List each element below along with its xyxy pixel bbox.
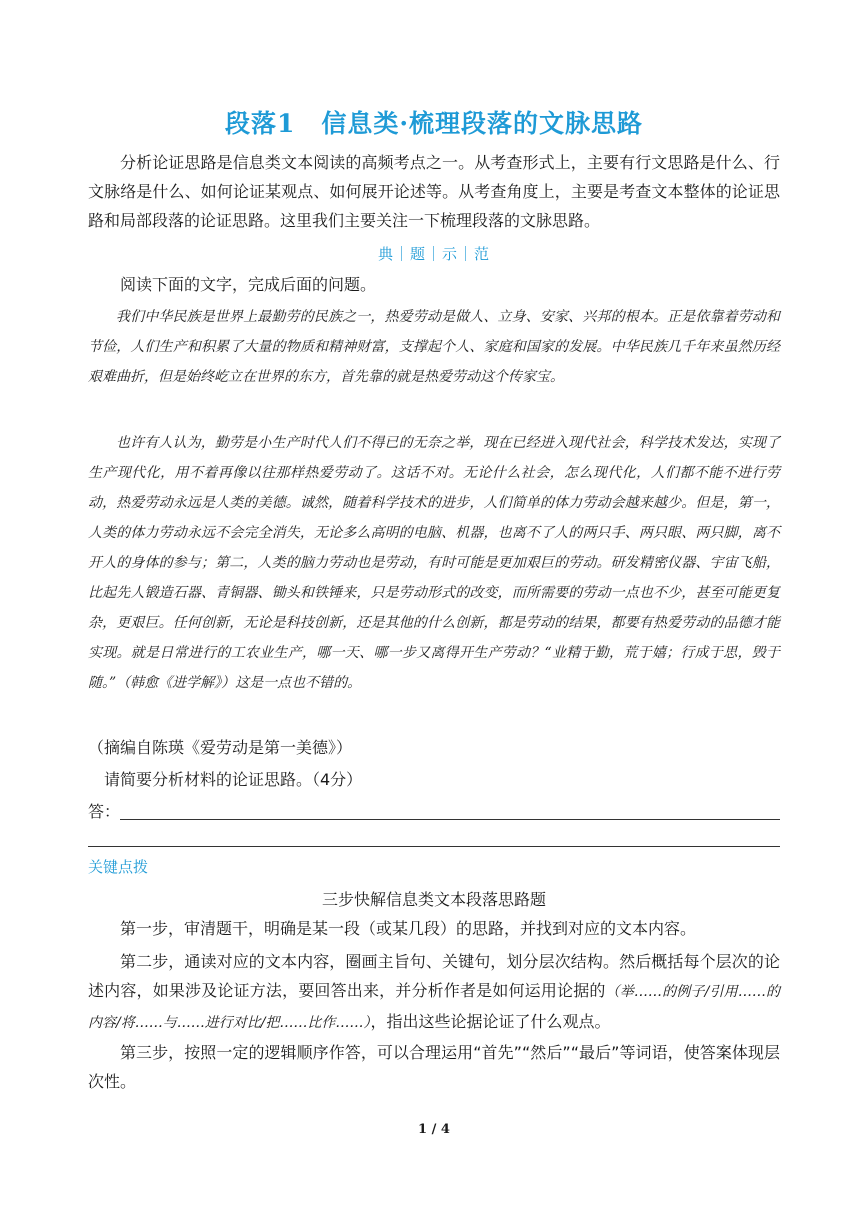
- key-tip-heading: 关键点拨: [88, 858, 149, 876]
- essay-paragraph-2: 也许有人认为，勤劳是小生产时代人们不得已的无奈之举，现在已经进入现代社会，科学技术发达，实现了生产现代化，用不着再像以往那样热爱劳动了。这话不对。无论什么社会，怎么现代化，人们都不能不进行劳动，热爱劳动永远是人类的美德。诚然，随着科学技术的进步，人们简单的体力劳动会越来越少。但是，第一，人类的体力劳动永远不会完全消失，无论多么高明的电脑、机器，也离不了人的两只手、两只眼、两只脚，离不开人的身体的参与；第二，人类的脑力劳动也是劳动，有时可能是更加艰巨的劳动。研发精密仪器、宇宙飞船，比起先人锻造石器、青铜器、锄头和铁锤来，只是劳动形式的改变，而所需要的劳动一点也不少，甚至可能更复杂，更艰巨。任何创新，无论是科技创新，还是其他的什么创新，都是劳动的结果，都要有热爱劳动的品德才能实现。就是日常进行的工农业生产，哪一天、哪一步又离得开生产劳动？“业精于勤，荒于嬉；行成于思，毁于随。”（韩愈《进学解》）这是一点也不错的。: [88, 435, 780, 691]
- answer-line-2[interactable]: [88, 846, 780, 847]
- step-2-text: 第二步，通读对应的文本内容，圈画主旨句、关键句，划分层次结构。然后概括每个层次的论述内容，如果涉及论证方法，要回答出来，并分析作者是如何运用论据的: [88, 952, 780, 1000]
- step-3: 第三步，按照一定的逻辑顺序作答，可以合理运用“首先”“然后”“最后”等词语，使答案体现层次性。: [88, 1043, 780, 1091]
- section-tag-example: 典｜题｜示｜范: [377, 245, 490, 263]
- page-title: 段落1 信息类·梳理段落的文脉思路: [224, 109, 644, 138]
- sub-title: 三步快解信息类文本段落思路题: [321, 890, 546, 909]
- answer-line[interactable]: [120, 819, 780, 820]
- question-text: 请简要分析材料的论证思路。（4分）: [104, 770, 363, 789]
- essay-paragraph-1: 我们中华民族是世界上最勤劳的民族之一，热爱劳动是做人、立身、安家、兴邦的根本。正是依靠着劳动和节俭，人们生产和积累了大量的物质和精神财富，支撑起个人、家庭和国家的发展。中华民族几千年来虽然历经艰难曲折，但是始终屹立在世界的东方，首先靠的就是热爱劳动这个传家宝。: [88, 309, 780, 385]
- answer-label: 答：: [88, 802, 121, 821]
- intro-paragraph: 分析论证思路是信息类文本阅读的高频考点之一。从考查形式上，主要有行文思路是什么、行文脉络是什么、如何论证某观点、如何展开论述等。从考查角度上，主要是考查文本整体的论证思路和局部段落的论证思路。这里我们主要关注一下梳理段落的文脉思路。: [88, 153, 780, 230]
- reading-instruction: 阅读下面的文字，完成后面的问题。: [120, 275, 377, 294]
- step-2-conclusion: ，指出这些论据论证了什么观点。: [370, 1012, 611, 1031]
- step-2: [88, 947, 780, 1038]
- source-citation: （摘编自陈瑛《爱劳动是第一美德》）: [88, 738, 353, 757]
- page-number: 1 / 4: [418, 1122, 450, 1137]
- step-1: 第一步，审清题干，明确是某一段（或某几段）的思路，并找到对应的文本内容。: [120, 919, 697, 938]
- step-2-examples: （举……的例子/引用……的内容/将……与……进行对比/把……比作……）: [88, 984, 780, 1031]
